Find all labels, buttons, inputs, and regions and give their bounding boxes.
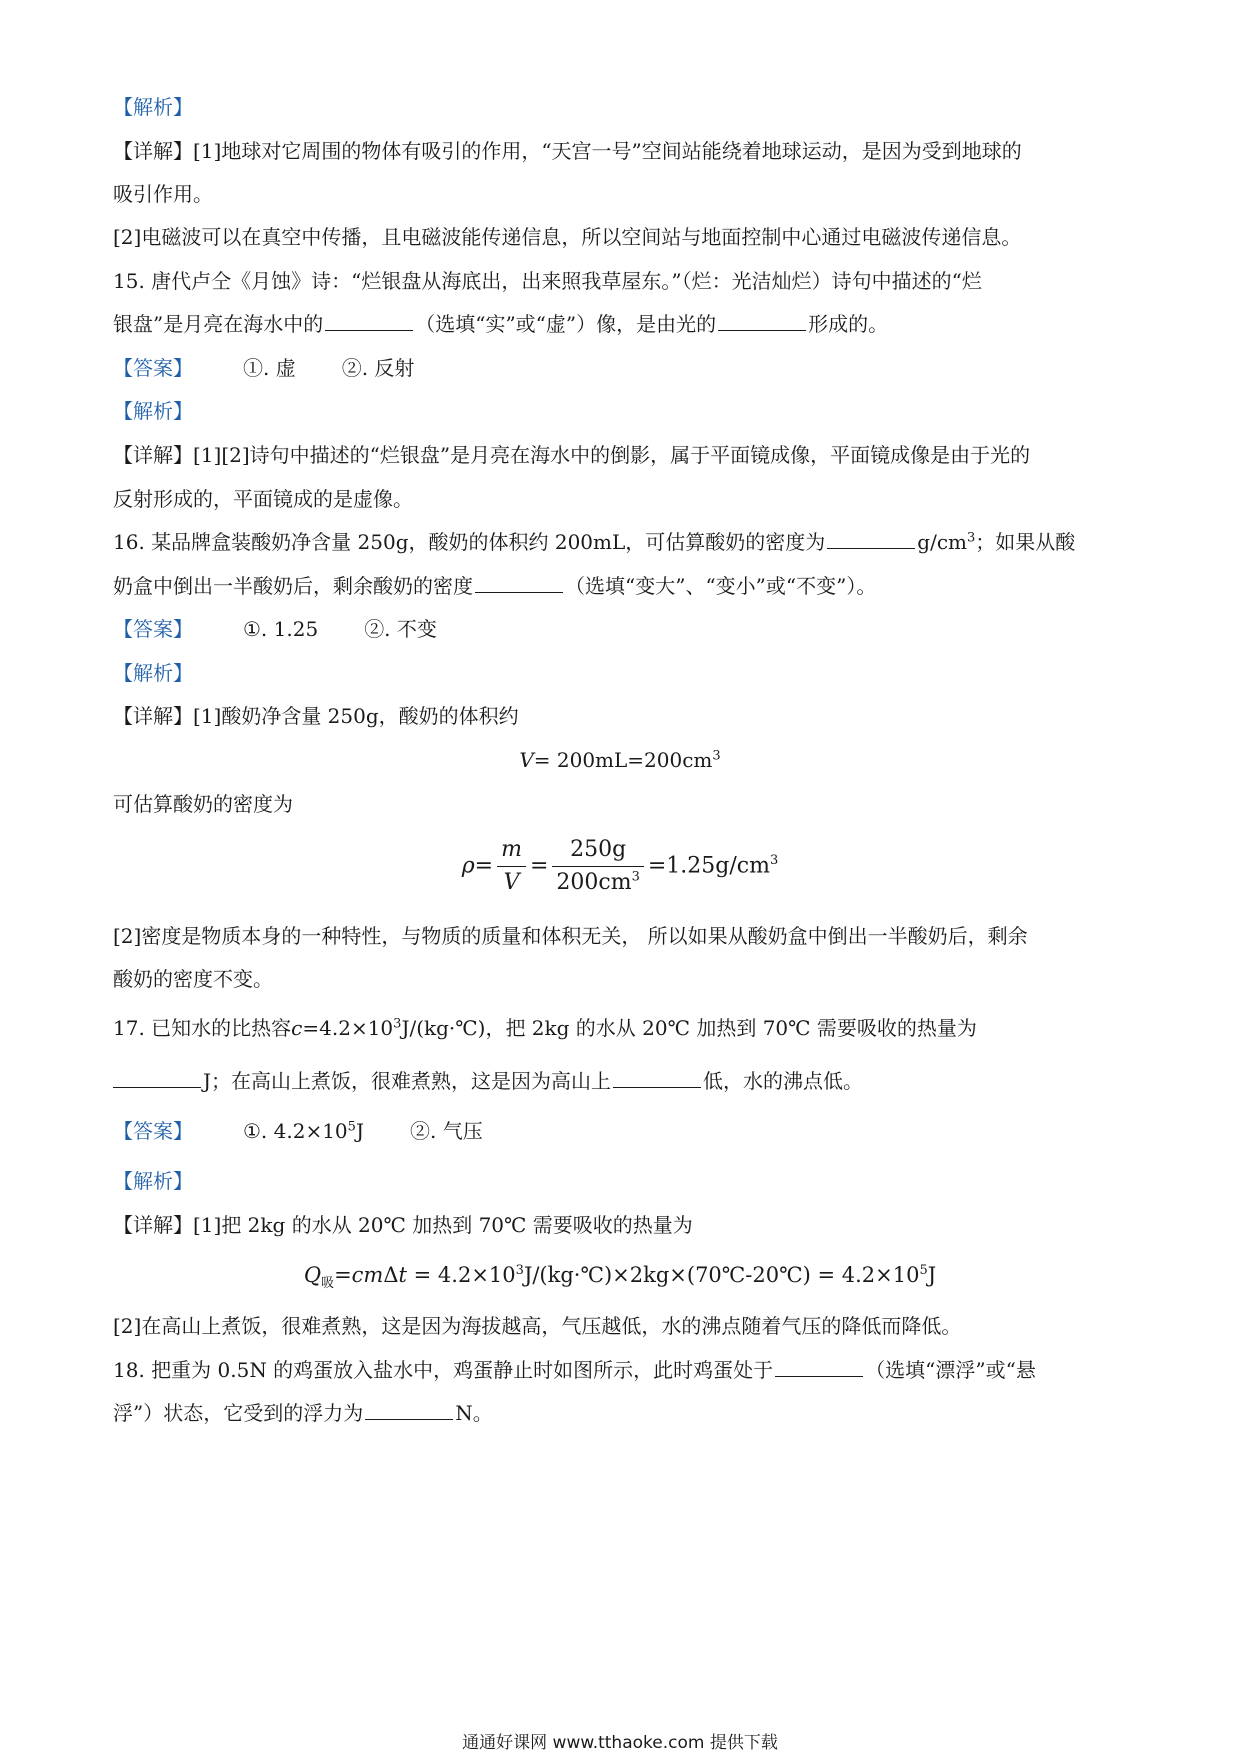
q17-var-c: c — [291, 1016, 303, 1040]
q16-text-c: 奶盒中倒出一半酸奶后，剩余酸奶的密度 — [113, 574, 473, 598]
eq-numerator: 250g — [552, 836, 643, 867]
q16-detail-line-1 — [113, 701, 1133, 731]
q15-text-a: 银盘”是月亮在海水中的 — [113, 312, 324, 336]
q17-equation — [0, 1260, 1240, 1290]
q18-blank-2 — [365, 1399, 453, 1420]
q16-text-d: （选填“变大”、“变小”或“不变”）。 — [565, 574, 877, 598]
q17-answer-1 — [243, 1116, 364, 1146]
q17-sup: 3 — [393, 1016, 402, 1032]
eq-volume-text: = 200mL=200cm — [533, 748, 713, 772]
q16-detail-text-1: [1]酸奶净含量 250g，酸奶的体积约 — [193, 704, 519, 728]
q17-answer-2: ②. 气压 — [409, 1119, 483, 1143]
q14-detail-line-1 — [113, 136, 1133, 166]
eq-Q: Q — [303, 1263, 322, 1287]
eq-part-1: = 4.2×10 — [406, 1263, 516, 1287]
eq-V: V — [503, 870, 520, 895]
q15-question-line-1 — [113, 266, 1133, 296]
q17-question-line-2 — [113, 1066, 1133, 1096]
q15-detail-text-2: 反射形成的，平面镜成的是虚像。 — [113, 487, 413, 511]
q17-answer-line — [113, 1116, 1133, 1146]
q16-detail-line-3 — [113, 921, 1133, 951]
q15-blank-1 — [325, 310, 413, 331]
analysis-tag: 【解析】 — [113, 399, 193, 423]
eq-result-sup: 3 — [769, 853, 779, 869]
q17-detail-text-1: [1]把 2kg 的水从 20℃ 加热到 70℃ 需要吸收的热量为 — [193, 1213, 693, 1237]
q17-text-b: =4.2×10 — [302, 1016, 394, 1040]
eq-t: t — [398, 1263, 407, 1287]
q14-detail-text-2: 吸引作用。 — [113, 182, 213, 206]
analysis-tag: 【解析】 — [113, 661, 193, 685]
q17-text-e: 低，水的沸点低。 — [703, 1069, 864, 1093]
q16-answer-2: ②. 不变 — [364, 617, 437, 641]
q17-answer-1-unit: J — [355, 1119, 364, 1143]
q16-analysis-label — [113, 658, 1133, 688]
q16-detail-text-4: 酸奶的密度不变。 — [113, 967, 273, 991]
eq-denominator-sup: 3 — [631, 869, 640, 885]
eq-sup-2: 5 — [919, 1263, 928, 1278]
fraction-values — [552, 836, 643, 897]
q14-detail-line-3 — [113, 222, 1133, 252]
detail-tag: 【详解】 — [113, 443, 193, 467]
q16-unit: g/cm — [917, 530, 967, 554]
q14-detail-text-3: [2]电磁波可以在真空中传播，且电磁波能传递信息，所以空间站与地面控制中心通过电磁波传递信息。 — [113, 225, 1022, 249]
q15-answer-2: ②. 反射 — [341, 356, 415, 380]
q16-text-b: ；如果从酸 — [975, 530, 1076, 554]
q15-analysis-label — [113, 396, 1133, 426]
q14-detail-text-1: [1]地球对它周围的物体有吸引的作用，“天宫一号”空间站能绕着地球运动，是因为受到地球的 — [193, 139, 1022, 163]
q16-question-line-2 — [113, 571, 1133, 601]
q16-equation-volume — [0, 745, 1240, 775]
eq-cm: cm — [351, 1263, 384, 1287]
eq-unit: J — [927, 1263, 937, 1287]
q17-question-line-1 — [113, 1013, 1133, 1043]
detail-tag: 【详解】 — [113, 139, 193, 163]
q16-text-a: 16. 某品牌盒装酸奶净含量 250g，酸奶的体积约 200mL，可估算酸奶的密度为 — [113, 530, 826, 554]
fraction-m-over-v — [497, 836, 526, 897]
q16-detail-text-2: 可估算酸奶的密度为 — [113, 792, 293, 816]
q15-question-text-1: 15. 唐代卢仝《月蚀》诗：“烂银盘从海底出，出来照我草屋东。”（烂：光洁灿烂）诗句中描述的“烂 — [113, 269, 982, 293]
q14-analysis-label — [113, 92, 1133, 122]
q15-question-line-2 — [113, 309, 1133, 339]
eq-Q-sub: 吸 — [321, 1276, 335, 1292]
q15-detail-line-1 — [113, 440, 1133, 470]
q18-text-b: （选填“漂浮”或“悬 — [865, 1358, 1036, 1382]
analysis-tag: 【解析】 — [113, 1169, 193, 1193]
q15-answer-line — [113, 353, 1133, 383]
q18-text-d: N。 — [455, 1401, 493, 1425]
q17-text-d: J；在高山上煮饭，很难煮熟，这是因为高山上 — [203, 1069, 612, 1093]
q16-equation-density: ρ= $\frac{m}{V}$ = $\frac{250g}{200cm^3}$ $=1.25g/cm^3$ — [461, 837, 779, 895]
q16-question-line-1 — [113, 527, 1133, 557]
q18-blank-1 — [775, 1356, 863, 1377]
analysis-tag: 【解析】 — [113, 95, 193, 119]
q15-text-c: 形成的。 — [808, 312, 889, 336]
page-footer: 通通好课网 www.tthaoke.com 提供下载 — [462, 1733, 778, 1753]
q17-answer-1-sup: 5 — [347, 1119, 356, 1135]
detail-tag: 【详解】 — [113, 1213, 193, 1237]
q16-blank-2 — [475, 572, 563, 593]
q15-answer-1: ①. 虚 — [243, 356, 296, 380]
eq-rho: ρ — [461, 853, 475, 879]
q17-detail-text-2: [2]在高山上煮饭，很难煮熟，这是因为海拔越高，气压越低，水的沸点随着气压的降低而降低。 — [113, 1314, 962, 1338]
eq-volume-sup: 3 — [712, 748, 721, 764]
eq-part-2: J/(kg·℃)×2kg×(70℃-20℃) = 4.2×10 — [523, 1263, 920, 1287]
q15-detail-text-1: [1][2]诗句中描述的“烂银盘”是月亮在海水中的倒影，属于平面镜成像，平面镜成像是由于光的 — [193, 443, 1031, 467]
answer-tag: 【答案】 — [113, 617, 193, 641]
detail-tag: 【详解】 — [113, 704, 193, 728]
answer-tag: 【答案】 — [113, 1119, 193, 1143]
q17-blank-1 — [113, 1067, 201, 1088]
eq-equals: = — [334, 1263, 352, 1287]
q14-detail-line-2 — [113, 179, 1133, 209]
q18-text-c: 浮”）状态，它受到的浮力为 — [113, 1401, 364, 1425]
q15-blank-2 — [718, 310, 806, 331]
eq-sup-1: 3 — [515, 1263, 524, 1278]
q17-blank-2 — [613, 1067, 701, 1088]
eq-delta: Δ — [383, 1263, 399, 1287]
q16-answer-1: ①. 1.25 — [243, 617, 319, 641]
q15-detail-line-2 — [113, 484, 1133, 514]
q16-detail-line-2 — [113, 789, 1133, 819]
q16-detail-text-3: [2]密度是物质本身的一种特性，与物质的质量和体积无关， 所以如果从酸奶盒中倒出一半酸奶后，剩余 — [113, 924, 1028, 948]
eq-denominator: 200cm — [556, 870, 632, 895]
q17-analysis-label — [113, 1166, 1133, 1196]
q16-unit-sup: 3 — [967, 530, 976, 546]
q16-answer-line — [113, 614, 1133, 644]
answer-tag: 【答案】 — [113, 356, 193, 380]
q17-text-a: 17. 已知水的比热容 — [113, 1016, 292, 1040]
q18-question-line-2 — [113, 1398, 1133, 1428]
q18-question-line-1 — [113, 1355, 1133, 1385]
q17-text-c: J/(kg·℃)，把 2kg 的水从 20℃ 加热到 70℃ 需要吸收的热量为 — [401, 1016, 977, 1040]
q16-blank-1 — [827, 528, 915, 549]
q15-text-b: （选填“实”或“虚”）像，是由光的 — [415, 312, 717, 336]
q18-text-a: 18. 把重为 0.5N 的鸡蛋放入盐水中，鸡蛋静止时如图所示，此时鸡蛋处于 — [113, 1358, 774, 1382]
eq-m: m — [501, 837, 522, 862]
q17-detail-line-2 — [113, 1311, 1133, 1341]
q17-detail-line-1 — [113, 1210, 1133, 1240]
q16-detail-line-4 — [113, 964, 1133, 994]
eq-result: =1.25g/cm — [647, 853, 770, 879]
eq-var-v: V — [519, 748, 534, 772]
q17-answer-1-text: ①. 4.2×10 — [243, 1119, 348, 1143]
